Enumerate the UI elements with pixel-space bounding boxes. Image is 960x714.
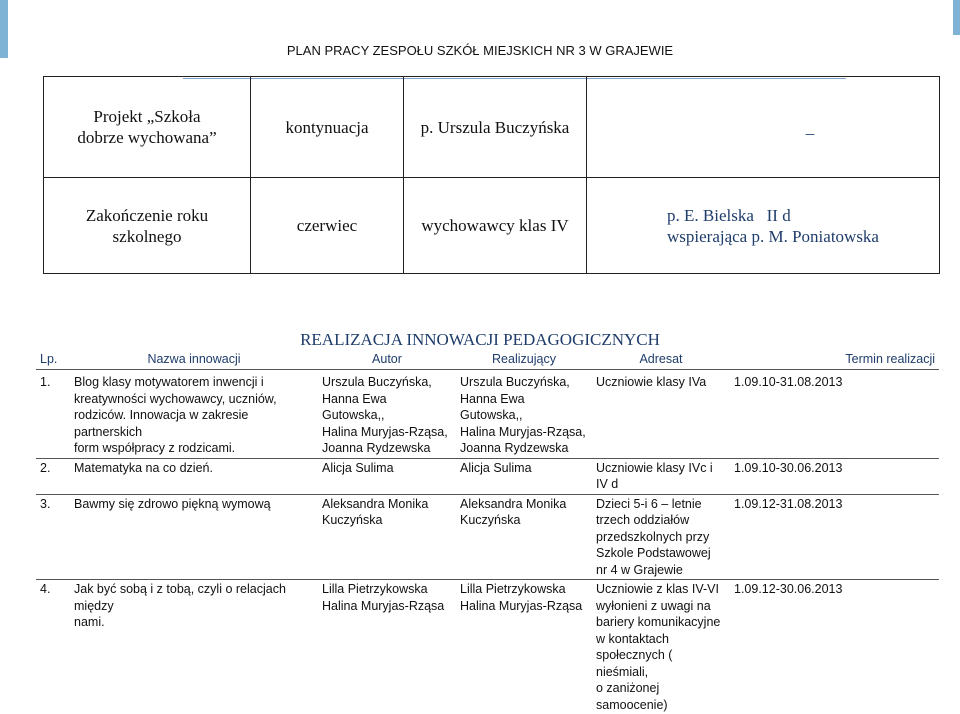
cell-autor bbox=[318, 580, 456, 714]
plan-event-line: Projekt „Szkoła bbox=[50, 106, 244, 127]
plan-responsible-cell: p. Urszula Buczyńska bbox=[404, 77, 587, 178]
innovations-table bbox=[36, 349, 939, 714]
plan-event-line: Zakończenie roku bbox=[50, 205, 244, 226]
cell-line: przedszkolnych przy bbox=[596, 529, 726, 546]
cell-line: Urszula Buczyńska, bbox=[322, 374, 452, 391]
cell-line: wyłonieni z uwagi na bbox=[596, 598, 726, 615]
plan-event-line: szkolnego bbox=[50, 226, 244, 247]
table-row bbox=[36, 580, 939, 714]
cell-line: Halina Muryjas-Rząsa, bbox=[460, 424, 588, 441]
cell-line: Joanna Rydzewska bbox=[322, 440, 452, 457]
cell-lp: 2. bbox=[36, 458, 70, 494]
header-nazwa: Nazwa innowacji bbox=[70, 349, 318, 370]
table-row bbox=[36, 458, 939, 494]
cell-line: Kuczyńska bbox=[460, 512, 588, 529]
cell-line: Hanna Ewa Gutowska,, bbox=[460, 391, 588, 424]
cell-autor bbox=[318, 370, 456, 459]
cell-nazwa bbox=[70, 370, 318, 459]
cell-line: Dzieci 5-i 6 – letnie bbox=[596, 496, 726, 513]
cell-line: trzech oddziałów bbox=[596, 512, 726, 529]
section-title: REALIZACJA INNOWACJI PEDAGOGICZNYCH bbox=[0, 330, 960, 350]
cell-line: rodziców. Innowacja w zakresie partnerskich bbox=[74, 407, 314, 440]
cell-line: form współpracy z rodzicami. bbox=[74, 440, 314, 457]
cell-line: nami. bbox=[74, 614, 314, 631]
cell-realizujacy bbox=[456, 370, 592, 459]
cell-adresat bbox=[592, 370, 730, 459]
table-header-row bbox=[36, 349, 939, 370]
header-realizujacy: Realizujący bbox=[456, 349, 592, 370]
document-title: PLAN PRACY ZESPOŁU SZKÓŁ MIEJSKICH NR 3 W GRAJEWIE bbox=[0, 43, 960, 58]
cell-line: o zaniżonej bbox=[596, 680, 726, 697]
cell-line: Bawmy się zdrowo piękną wymową bbox=[74, 496, 314, 513]
cell-line: Alicja Sulima bbox=[322, 460, 452, 477]
plan-notes-line: p. E. Bielska II d bbox=[667, 205, 933, 226]
cell-adresat bbox=[592, 458, 730, 494]
cell-realizujacy bbox=[456, 580, 592, 714]
plan-table bbox=[43, 76, 940, 274]
cell-line: Lilla Pietrzykowska bbox=[460, 581, 588, 598]
cell-line: Szkole Podstawowej bbox=[596, 545, 726, 562]
cell-line: w kontaktach bbox=[596, 631, 726, 648]
header-lp: Lp. bbox=[36, 349, 70, 370]
plan-event-cell bbox=[44, 77, 251, 178]
cell-line: kreatywności wychowawcy, uczniów, bbox=[74, 391, 314, 408]
cell-line: Hanna Ewa Gutowska,, bbox=[322, 391, 452, 424]
cell-termin: 1.09.10-31.08.2013 bbox=[730, 370, 939, 459]
cell-adresat bbox=[592, 580, 730, 714]
plan-notes-line: _ bbox=[687, 117, 933, 138]
cell-nazwa bbox=[70, 494, 318, 580]
cell-line: Urszula Buczyńska, bbox=[460, 374, 588, 391]
cell-line: Matematyka na co dzień. bbox=[74, 460, 314, 477]
cell-line: Halina Muryjas-Rząsa, bbox=[322, 424, 452, 441]
cell-line: Kuczyńska bbox=[322, 512, 452, 529]
plan-event-line: dobrze wychowana” bbox=[50, 127, 244, 148]
cell-line: Blog klasy motywatorem inwencji i bbox=[74, 374, 314, 391]
cell-realizujacy bbox=[456, 494, 592, 580]
cell-realizujacy bbox=[456, 458, 592, 494]
cell-lp: 1. bbox=[36, 370, 70, 459]
cell-lp: 3. bbox=[36, 494, 70, 580]
cell-line: Uczniowie z klas IV-VI bbox=[596, 581, 726, 598]
cell-adresat bbox=[592, 494, 730, 580]
cell-termin: 1.09.12-30.06.2013 bbox=[730, 580, 939, 714]
plan-term-cell: czerwiec bbox=[251, 178, 404, 274]
table-row bbox=[36, 370, 939, 459]
cell-line: samoocenie) bbox=[596, 697, 726, 714]
cell-line: Jak być sobą i z tobą, czyli o relacjach między bbox=[74, 581, 314, 614]
cell-line: Halina Muryjas-Rząsa bbox=[322, 598, 452, 615]
header-autor: Autor bbox=[318, 349, 456, 370]
plan-notes-line: wspierająca p. M. Poniatowska bbox=[667, 226, 933, 247]
plan-notes-cell bbox=[587, 77, 940, 178]
cell-line: społecznych ( nieśmiali, bbox=[596, 647, 726, 680]
plan-responsible-cell: wychowawcy klas IV bbox=[404, 178, 587, 274]
plan-row bbox=[44, 178, 940, 274]
header-termin: Termin realizacji bbox=[730, 349, 939, 370]
cell-line: Uczniowie klasy IVa bbox=[596, 374, 726, 391]
cell-nazwa bbox=[70, 580, 318, 714]
cell-line: Aleksandra Monika bbox=[322, 496, 452, 513]
cell-line: Halina Muryjas-Rząsa bbox=[460, 598, 588, 615]
cell-termin: 1.09.12-31.08.2013 bbox=[730, 494, 939, 580]
cell-autor bbox=[318, 458, 456, 494]
header-adresat: Adresat bbox=[592, 349, 730, 370]
cell-line: IV d bbox=[596, 476, 726, 493]
cell-autor bbox=[318, 494, 456, 580]
cell-line: Joanna Rydzewska bbox=[460, 440, 588, 457]
plan-row bbox=[44, 77, 940, 178]
page-edge-decoration-right bbox=[953, 0, 960, 35]
plan-term-cell: kontynuacja bbox=[251, 77, 404, 178]
cell-line: bariery komunikacyjne bbox=[596, 614, 726, 631]
plan-notes-cell bbox=[587, 178, 940, 274]
cell-lp: 4. bbox=[36, 580, 70, 714]
cell-line: Uczniowie klasy IVc i bbox=[596, 460, 726, 477]
cell-line: Aleksandra Monika bbox=[460, 496, 588, 513]
cell-termin: 1.09.10-30.06.2013 bbox=[730, 458, 939, 494]
cell-nazwa bbox=[70, 458, 318, 494]
cell-line: Lilla Pietrzykowska bbox=[322, 581, 452, 598]
cell-line: nr 4 w Grajewie bbox=[596, 562, 726, 579]
table-row bbox=[36, 494, 939, 580]
cell-line: Alicja Sulima bbox=[460, 460, 588, 477]
plan-event-cell bbox=[44, 178, 251, 274]
